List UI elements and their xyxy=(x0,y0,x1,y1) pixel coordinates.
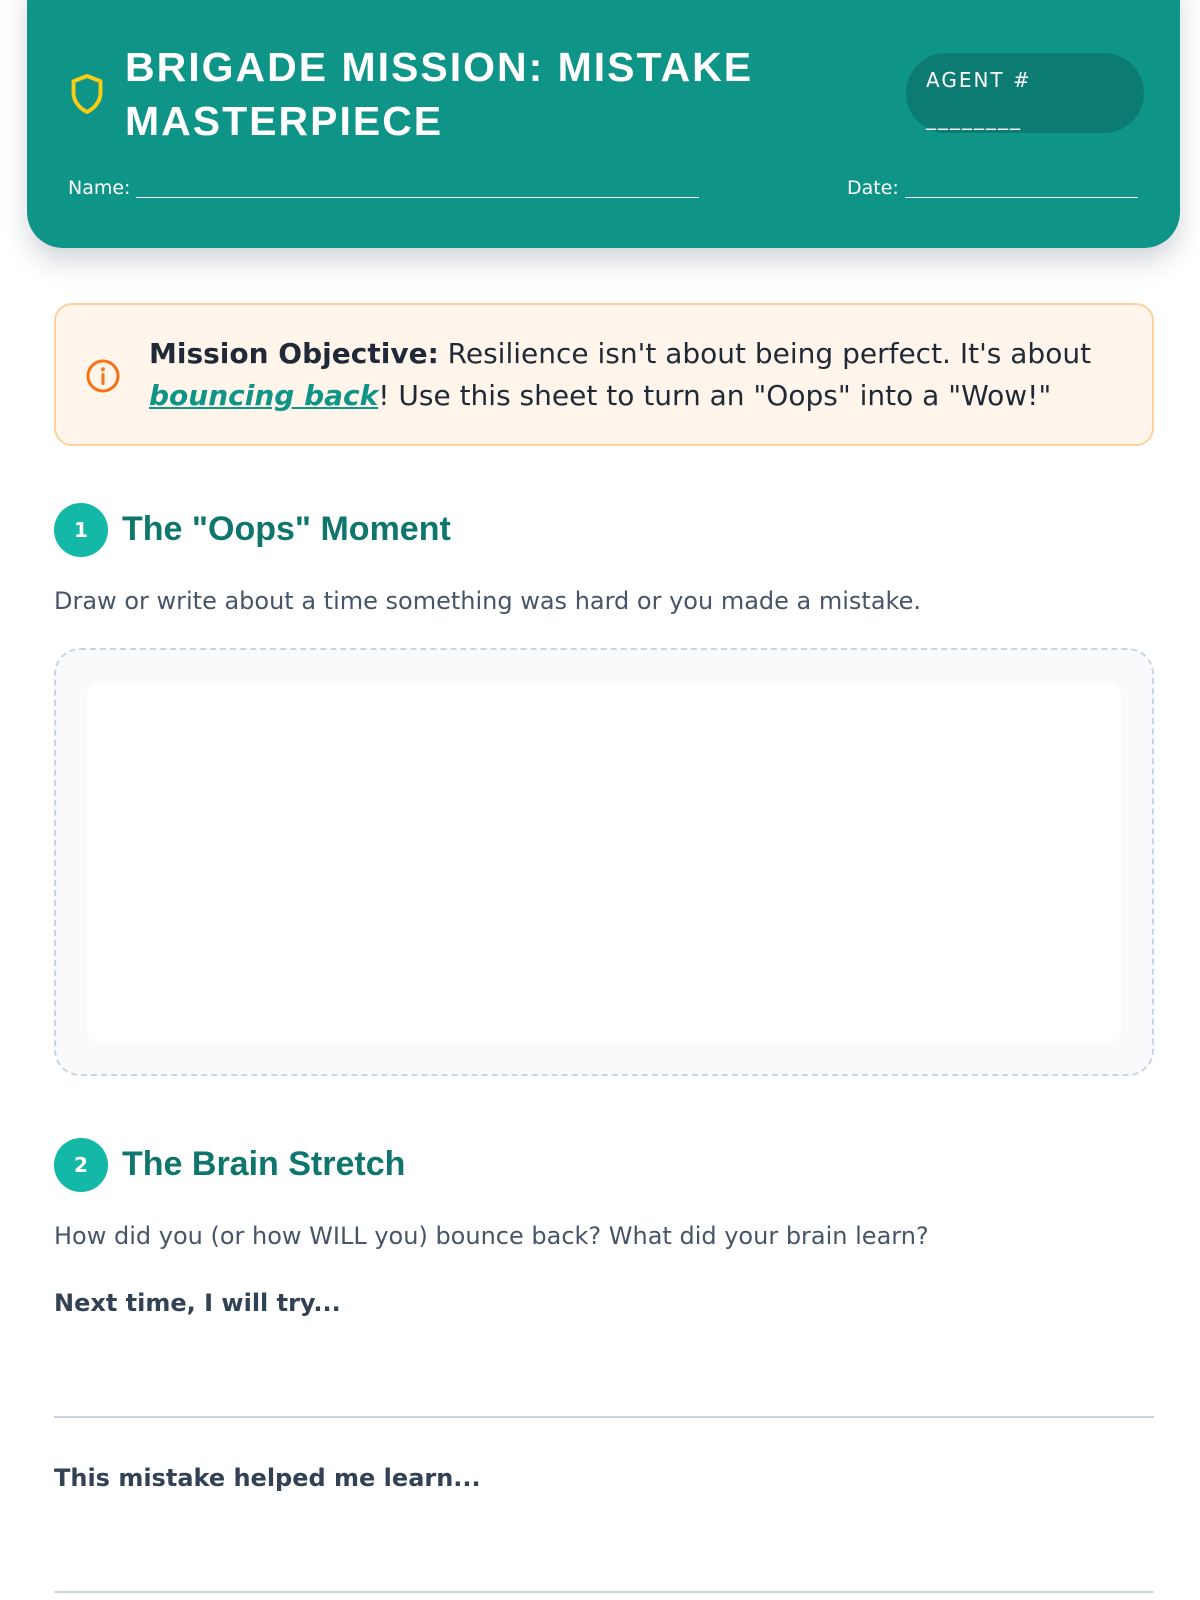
objective-body-end: ! Use this sheet to turn an "Oops" into a "Wow!" xyxy=(378,379,1052,412)
learned-answer-line[interactable] xyxy=(54,1591,1154,1593)
section-2-title: The Brain Stretch xyxy=(122,1145,406,1183)
shield-icon xyxy=(69,73,105,115)
name-label: Name: xyxy=(68,177,131,199)
date-blank-line[interactable] xyxy=(905,180,1138,198)
agent-number-blank: ________ xyxy=(926,106,1022,130)
mission-title: BRIGADE MISSION: MISTAKE MASTERPIECE xyxy=(125,44,754,144)
learned-label: This mistake helped me learn... xyxy=(54,1464,481,1492)
step-2-badge: 2 xyxy=(54,1138,108,1192)
name-blank-line[interactable] xyxy=(136,180,699,198)
mission-header xyxy=(27,0,1180,248)
oops-drawing-box[interactable] xyxy=(54,648,1154,1076)
name-field[interactable] xyxy=(68,177,699,199)
step-1-badge: 1 xyxy=(54,503,108,557)
objective-label: Mission Objective: xyxy=(149,337,439,370)
drawing-area[interactable] xyxy=(87,681,1121,1043)
objective-body-start: Resilience isn't about being perfect. It's about xyxy=(438,337,1092,370)
mission-objective-callout xyxy=(54,303,1154,446)
next-time-answer-line[interactable] xyxy=(54,1416,1154,1418)
date-label: Date: xyxy=(847,177,899,199)
agent-label: AGENT # xyxy=(926,68,1032,92)
date-field[interactable] xyxy=(847,177,1138,199)
bouncing-back-highlight: bouncing back xyxy=(149,379,379,412)
agent-number-badge xyxy=(906,53,1144,133)
next-time-label: Next time, I will try... xyxy=(54,1289,341,1317)
info-icon xyxy=(85,358,121,394)
section-1-prompt: Draw or write about a time something was hard or you made a mistake. xyxy=(54,587,921,615)
section-1-title: The "Oops" Moment xyxy=(122,510,451,548)
objective-text xyxy=(149,333,1109,417)
section-2-prompt: How did you (or how WILL you) bounce back? What did your brain learn? xyxy=(54,1222,929,1250)
